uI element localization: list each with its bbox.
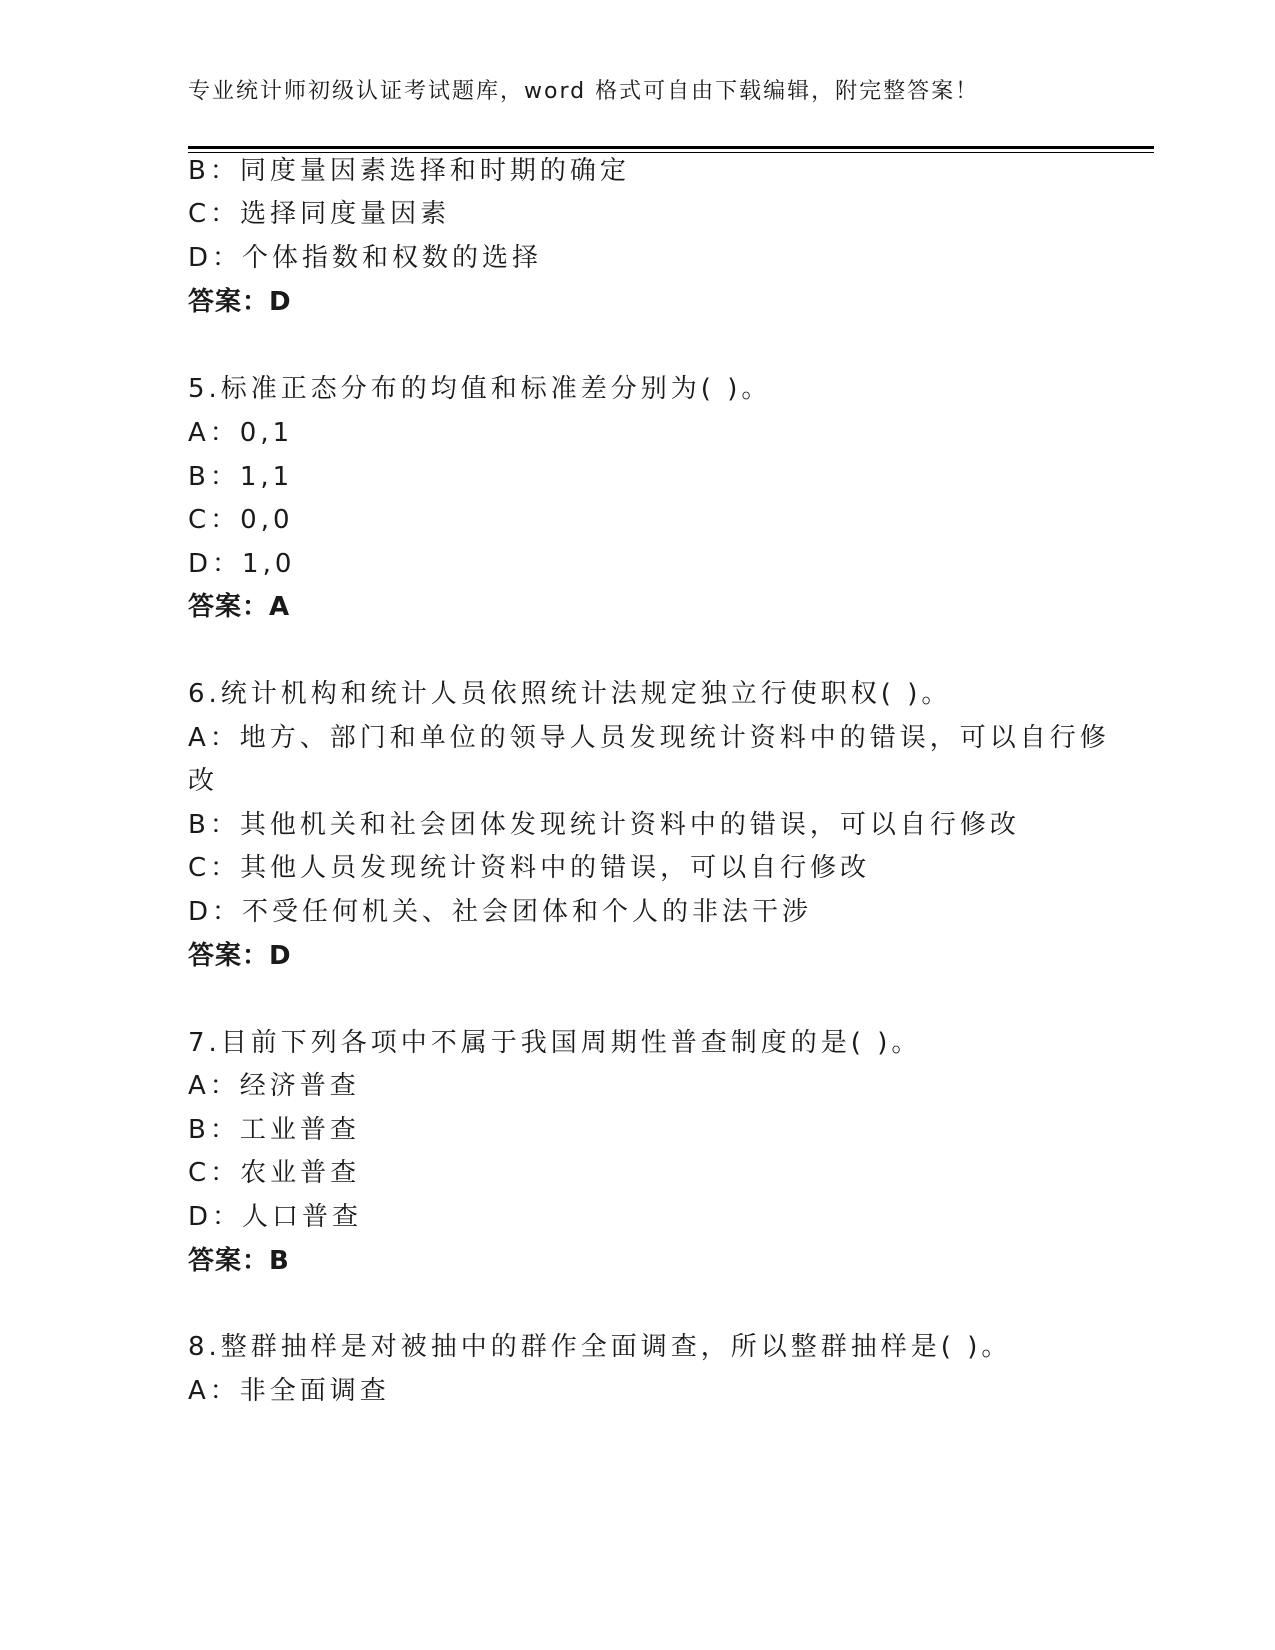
q6-option-a-line1: A：地方、部门和单位的领导人员发现统计资料中的错误，可以自行修 [188, 723, 1110, 753]
q6-answer: 答案：D [188, 941, 292, 971]
q6-option-b: B：其他机关和社会团体发现统计资料中的错误，可以自行修改 [188, 810, 1020, 840]
q5-option-a: A：0,1 [188, 418, 294, 448]
q6-option-a-line2: 改 [188, 766, 219, 796]
q7-option-b: B：工业普查 [188, 1115, 360, 1145]
header-rule-thin [188, 152, 1154, 153]
q5-answer: 答案：A [188, 592, 291, 622]
q8-question: 8.整群抽样是对被抽中的群作全面调查，所以整群抽样是( )。 [188, 1332, 1012, 1362]
q6-option-d: D：不受任何机关、社会团体和个人的非法干涉 [188, 897, 813, 927]
q4-answer: 答案：D [188, 287, 292, 317]
q8-option-a: A：非全面调查 [188, 1376, 390, 1406]
page-header: 专业统计师初级认证考试题库，word 格式可自由下载编辑，附完整答案！ [188, 79, 980, 104]
q7-option-d: D：人口普查 [188, 1202, 363, 1232]
q5-option-c: C：0,0 [188, 505, 294, 535]
q5-option-d: D：1,0 [188, 549, 296, 579]
q7-answer: 答案：B [188, 1246, 290, 1276]
q6-question: 6.统计机构和统计人员依照统计法规定独立行使职权( )。 [188, 679, 952, 709]
q7-option-c: C：农业普查 [188, 1158, 361, 1188]
q5-option-b: B：1,1 [188, 462, 294, 492]
q4-option-b: B：同度量因素选择和时期的确定 [188, 156, 630, 186]
q5-question: 5.标准正态分布的均值和标准差分别为( )。 [188, 374, 772, 404]
q7-option-a: A：经济普查 [188, 1071, 360, 1101]
header-rule-thick [188, 146, 1154, 149]
q7-question: 7.目前下列各项中不属于我国周期性普查制度的是( )。 [188, 1028, 922, 1058]
q4-option-c: C：选择同度量因素 [188, 199, 451, 229]
q4-option-d: D：个体指数和权数的选择 [188, 243, 543, 273]
q6-option-c: C：其他人员发现统计资料中的错误，可以自行修改 [188, 853, 871, 883]
